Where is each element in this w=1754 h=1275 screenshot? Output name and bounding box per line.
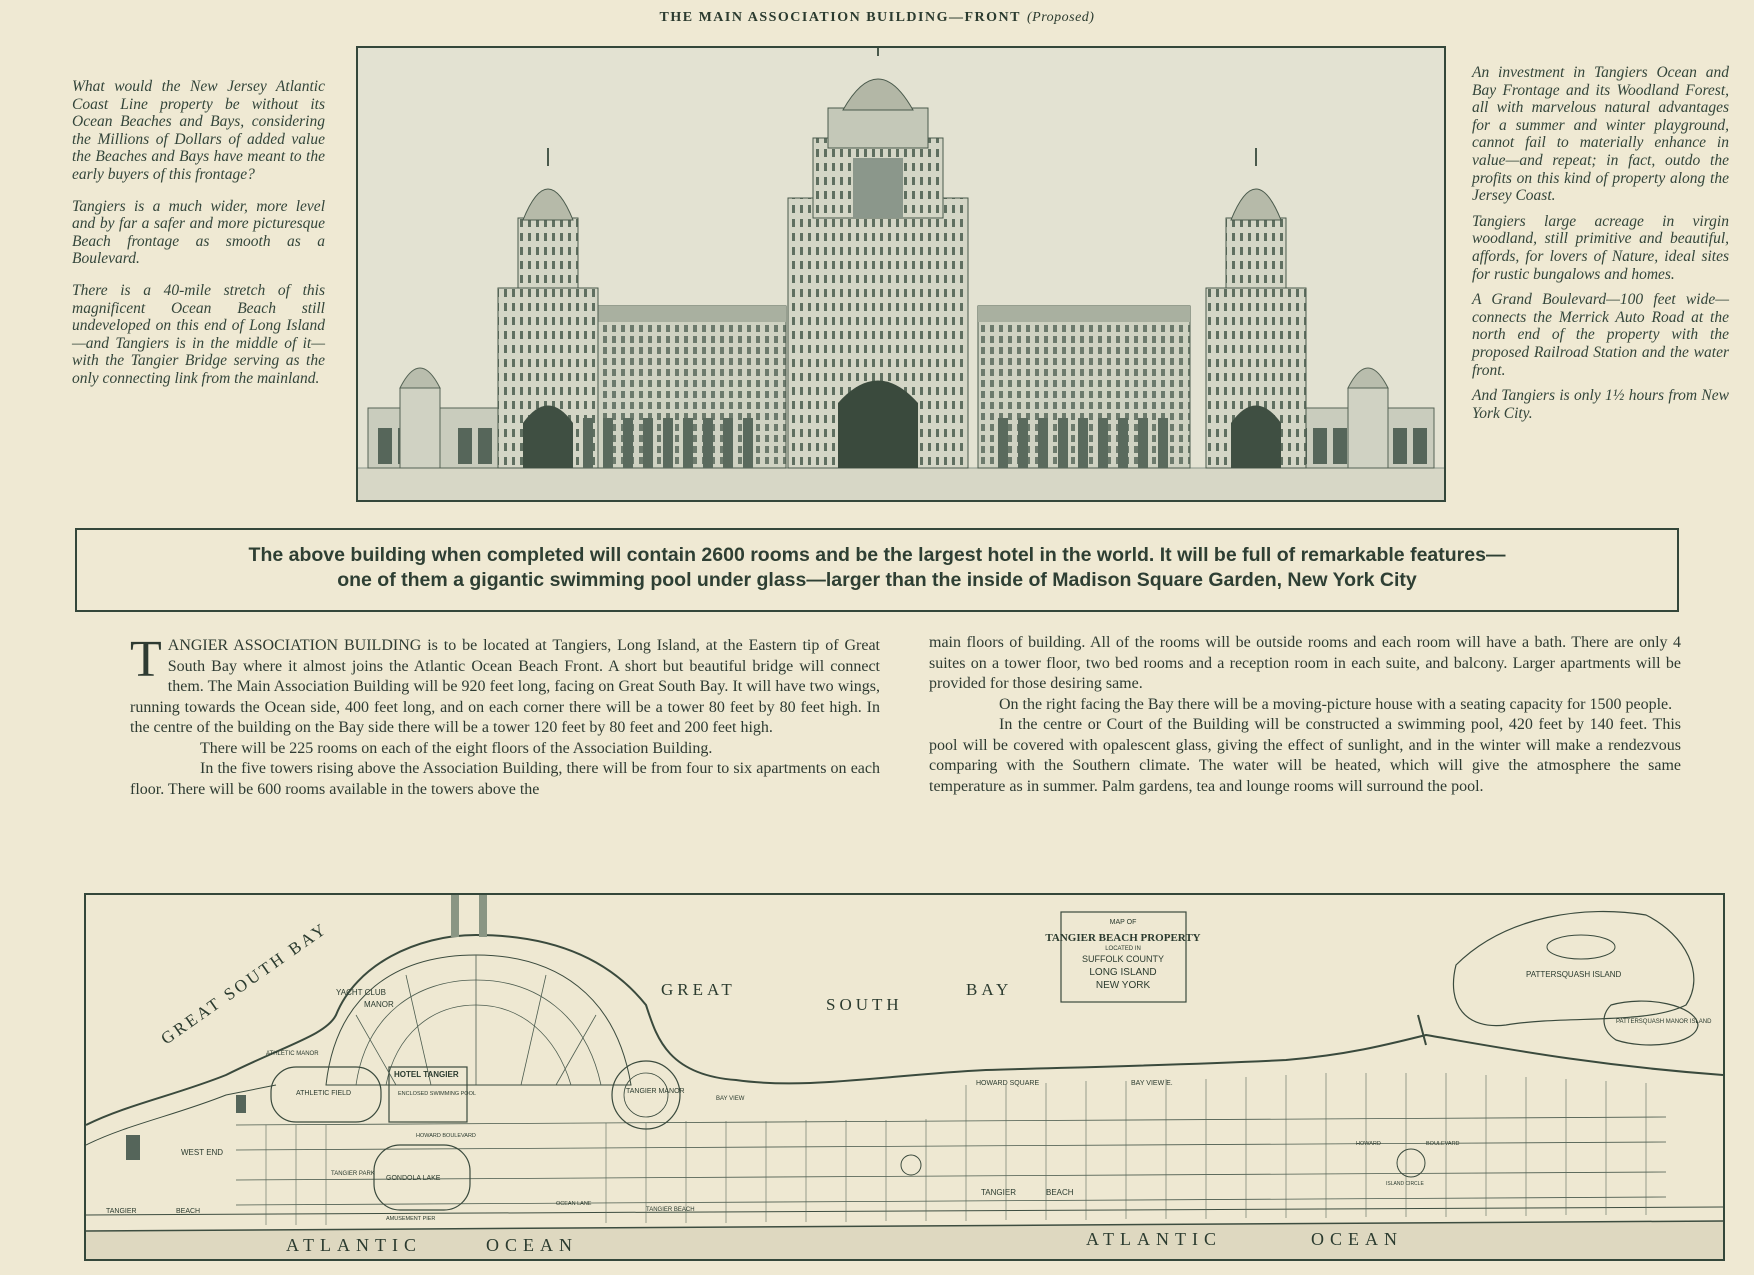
right-paragraph-1: An investment in Tangiers Ocean and Bay Frontage and its Woodland Forest, all with marvelous natural advantages for a summer and winter playground, cannot fail to materially enhance in value—and repeat; in fact, outdo the profits on this kind of property along the Jersey Coast.: [1472, 64, 1729, 205]
right-paragraph-3: A Grand Boulevard—100 feet wide—connects the Merrick Auto Road at the north end of the property with the proposed Railroad Station and the water front.: [1472, 291, 1729, 379]
page-title-text: THE MAIN ASSOCIATION BUILDING—FRONT: [659, 10, 1021, 25]
tangier-beach-right-2: BEACH: [1046, 1188, 1074, 1197]
article-right-column: [929, 633, 1681, 797]
article-paragraph-5: On the right facing the Bay there will be a moving-picture house with a seating capacity for 1500 people.: [999, 695, 1673, 713]
article-paragraph-1-text: ANGIER ASSOCIATION BUILDING is to be located at Tangiers, Long Island, at the Eastern tip of Great South Bay where it almost joins the Atlantic Ocean Beach Front. A short but beautiful bridge will connect them. The Main Association Building will be 920 feet long, facing on Great South Bay. It will have two wings, running towards the Ocean side, 400 feet long, and on each corner there will be a tower 80 feet by 80 feet high. In the centre of the building on the Bay side there will be a tower 120 feet by 80 feet and 200 feet high.: [130, 637, 880, 736]
pattersquash-manor-label: PATTERSQUASH MANOR ISLAND: [1616, 1019, 1712, 1025]
banner-line-2: one of them a gigantic swimming pool under glass—larger than the inside of Madison Square Garden, New York City: [337, 569, 1417, 591]
howard-label: HOWARD: [1356, 1141, 1381, 1147]
boulevard-label: BOULEVARD: [1426, 1141, 1460, 1147]
map-region: LONG ISLAND: [1089, 967, 1157, 978]
map-drawing: [86, 895, 1723, 1259]
ocean-label-right-2: OCEAN: [1311, 1229, 1403, 1249]
tangier-beach-left-1: TANGIER: [106, 1208, 137, 1215]
bay-label-curved: GREAT SOUTH BAY: [157, 918, 332, 1049]
ocean-lane-label: OCEAN LANE: [556, 1201, 592, 1207]
property-map: [84, 893, 1725, 1261]
article-paragraph-1: [130, 631, 880, 739]
ocean-label-left-2: OCEAN: [486, 1235, 578, 1255]
amusement-pier-label: AMUSEMENT PIER: [386, 1216, 436, 1222]
manor-label: MANOR: [364, 1000, 394, 1009]
yacht-club-label: YACHT CLUB: [336, 988, 386, 997]
map-state: NEW YORK: [1095, 980, 1151, 991]
drop-cap: T: [130, 631, 162, 688]
article-paragraph-2: There will be 225 rooms on each of the eight floors of the Association Building.: [200, 739, 713, 757]
bay-view-label: BAY VIEW: [716, 1096, 745, 1102]
map-title-small: MAP OF: [1109, 919, 1137, 926]
west-end-label: WEST END: [181, 1148, 224, 1157]
bay-label-bay: BAY: [966, 980, 1013, 999]
tangier-beach-left-2: BEACH: [176, 1208, 201, 1215]
tangier-beach-mid: TANGIER BEACH: [646, 1207, 695, 1213]
pattersquash-island-label: PATTERSQUASH ISLAND: [1526, 970, 1622, 979]
map-located-in: LOCATED IN: [1105, 946, 1141, 952]
tangier-manor-label: TANGIER MANOR: [626, 1088, 685, 1095]
building-drawing: [358, 48, 1444, 500]
athletic-manor-label: ATHLETIC MANOR: [266, 1051, 319, 1057]
article-paragraph-3: In the five towers rising above the Association Building, there will be from four to six apartments on each floor. There will be 600 rooms available in the towers above the: [130, 760, 880, 798]
left-paragraph-2: Tangiers is a much wider, more level and by far a safer and more picturesque Beach frontage as smooth as a Boulevard.: [72, 197, 325, 268]
article-left-column: [130, 631, 880, 800]
feature-banner: [75, 528, 1679, 612]
building-illustration: [356, 46, 1446, 502]
left-paragraph-1: What would the New Jersey Atlantic Coast Line property be without its Ocean Beaches and Bays, considering the Millions of Dollars of added value the Beaches and Bays have meant to the early buyers of this frontage?: [72, 78, 325, 183]
athletic-field-label: ATHLETIC FIELD: [296, 1090, 352, 1097]
page-title: [0, 10, 1754, 26]
bay-view-e-label: BAY VIEW E.: [1131, 1080, 1173, 1087]
banner-line-1: The above building when completed will contain 2600 rooms and be the largest hotel in the world. It will be full of remarkable features—: [248, 544, 1506, 566]
right-sidebar-text: [1472, 64, 1729, 430]
island-circle-label: ISLAND CIRCLE: [1386, 1181, 1424, 1187]
article-paragraph-6: In the centre or Court of the Building will be constructed a swimming pool, 420 feet by 140 feet. This pool will be covered with opalescent glass, giving the effect of sunlight, and in the winter will make a rendezvous comparing with the Southern climate. The water will be heated, which will give the atmosphere the same temperature as in summer. Palm gardens, tea and lounge rooms will surround the pool.: [929, 716, 1681, 795]
tangier-park-label: TANGIER PARK: [331, 1171, 375, 1177]
map-title-main: TANGIER BEACH PROPERTY: [1045, 932, 1201, 944]
article-paragraph-4: main floors of building. All of the rooms will be outside rooms and each room will have a bath. There are only 4 suites on a tower floor, two bed rooms and a reception room in each suite, and balcony. Larger apartments will be provided for those desiring same.: [929, 634, 1681, 692]
gondola-lake-label: GONDOLA LAKE: [386, 1175, 441, 1182]
right-paragraph-4: And Tangiers is only 1½ hours from New York City.: [1472, 387, 1729, 422]
page-title-proposed: (Proposed): [1027, 10, 1095, 25]
left-paragraph-3: There is a 40-mile stretch of this magnificent Ocean Beach still undeveloped on this end of Long Island—and Tangiers is in the middle of it—with the Tangier Bridge serving as the only connecting link from the mainland.: [72, 281, 325, 387]
bay-label-great: GREAT: [661, 980, 736, 999]
howard-boulevard-label: HOWARD BOULEVARD: [416, 1133, 476, 1139]
map-county: SUFFOLK COUNTY: [1081, 954, 1165, 964]
right-paragraph-2: Tangiers large acreage in virgin woodland, still primitive and beautiful, affords, for lovers of Nature, ideal sites for rustic bungalows and homes.: [1472, 212, 1729, 283]
howard-square-label: HOWARD SQUARE: [976, 1080, 1040, 1087]
left-sidebar-text: [72, 78, 325, 402]
ocean-label-right-1: ATLANTIC: [1086, 1229, 1222, 1249]
ocean-label-left-1: ATLANTIC: [286, 1235, 422, 1255]
bay-label-south: SOUTH: [826, 995, 903, 1014]
tangier-beach-right-1: TANGIER: [981, 1188, 1016, 1197]
hotel-tangier-label: HOTEL TANGIER: [394, 1070, 459, 1079]
enclosed-pool-label: ENCLOSED SWIMMING POOL: [398, 1091, 476, 1097]
